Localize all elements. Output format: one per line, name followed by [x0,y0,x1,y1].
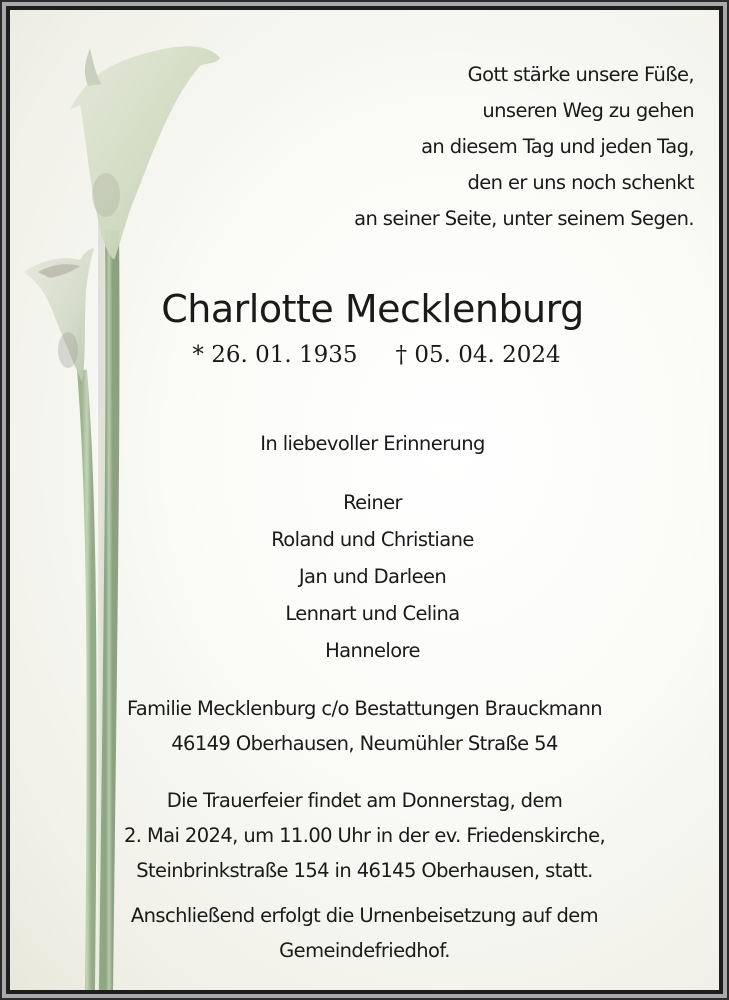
birth-date: 26. 01. 1935 [211,342,358,368]
deceased-name: Charlotte Mecklenburg [161,287,584,331]
burial-line: Anschließend erfolgt die Urnenbeisetzung auf dem [130,904,599,927]
poem-line: den er uns noch schenkt [467,171,694,194]
mourner: Hannelore [325,639,420,662]
address-line: 46149 Oberhausen, Neumühler Straße 54 [171,732,558,755]
mourner: Lennart und Celina [285,602,460,625]
mourners-list [10,484,719,669]
burial-info [10,898,719,968]
memory-heading [10,432,719,455]
poem-line: an seiner Seite, unter seinem Segen. [354,207,694,230]
ceremony-info [10,783,719,888]
poem-line: an diesem Tag und jeden Tag, [421,135,694,158]
burial-line: Gemeindefriedhof. [279,939,450,962]
memory-text: In liebevoller Erinnerung [260,432,485,455]
ceremony-line: Die Trauerfeier findet am Donnerstag, dem [166,789,563,812]
death-cross-icon: † [395,342,407,368]
poem-verse [354,57,694,237]
poem-line: Gott stärke unsere Füße, [467,63,694,86]
poem-line: unseren Weg zu gehen [482,99,694,122]
obituary-notice [10,10,719,990]
mourner: Roland und Christiane [271,528,474,551]
birth-star-icon: * [192,342,204,368]
mourner: Jan und Darleen [298,565,447,588]
death-date: 05. 04. 2024 [414,342,561,368]
address-line: Familie Mecklenburg c/o Bestattungen Brauckmann [126,697,603,720]
ceremony-line: 2. Mai 2024, um 11.00 Uhr in der ev. Friedenskirche, [123,824,606,847]
life-dates [10,342,719,368]
contact-address [10,691,719,761]
mourner: Reiner [343,491,402,514]
ceremony-line: Steinbrinkstraße 154 in 46145 Oberhausen, statt. [136,859,593,882]
